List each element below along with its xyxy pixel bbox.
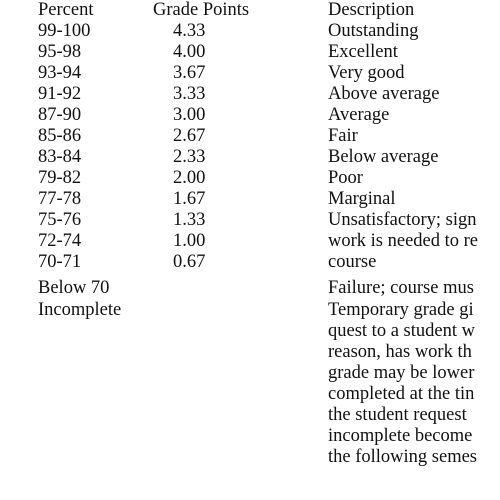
- row-percent: 77-78: [38, 189, 82, 209]
- row-percent: 91-92: [38, 84, 82, 104]
- row-percent: 95-98: [38, 42, 82, 62]
- row-grade-points: 1.67: [173, 189, 206, 209]
- row-grade-points: 3.00: [173, 105, 206, 125]
- row-description-line: course: [328, 252, 377, 272]
- row-description: Excellent: [328, 42, 398, 62]
- row-description-line: work is needed to re: [328, 231, 479, 251]
- row-description-line: Temporary grade gi: [328, 300, 474, 320]
- row-grade-points: 1.00: [173, 231, 206, 251]
- row-description: Marginal: [328, 189, 396, 209]
- row-description-line: reason, has work th: [328, 342, 472, 362]
- row-description: Average: [328, 105, 390, 125]
- row-grade-points: 3.67: [173, 63, 206, 83]
- row-grade-points: 3.33: [173, 84, 206, 104]
- row-percent: 70-71: [38, 252, 82, 272]
- row-description-line: Unsatisfactory; sign: [328, 210, 477, 230]
- row-percent: 99-100: [38, 21, 91, 41]
- row-percent: Below 70: [38, 278, 110, 298]
- row-grade-points: 2.67: [173, 126, 206, 146]
- row-description: Poor: [328, 168, 363, 188]
- row-description-line: the following semes: [328, 447, 478, 467]
- row-grade-points: 0.67: [173, 252, 206, 272]
- row-description-line: quest to a student w: [328, 321, 475, 341]
- row-description-line: grade may be lower: [328, 363, 475, 383]
- row-grade-points: 4.33: [173, 21, 206, 41]
- header-description: Description: [328, 0, 415, 20]
- row-percent: 87-90: [38, 105, 82, 125]
- header-grade-points: Grade Points: [153, 0, 250, 20]
- row-description: Fair: [328, 126, 358, 146]
- row-description: Failure; course mus: [328, 278, 474, 298]
- row-percent: 83-84: [38, 147, 82, 167]
- row-grade-points: 2.00: [173, 168, 206, 188]
- row-description-line: incomplete become: [328, 426, 473, 446]
- row-percent: 93-94: [38, 63, 82, 83]
- row-percent: 79-82: [38, 168, 82, 188]
- row-percent: Incomplete: [38, 300, 122, 320]
- row-percent: 85-86: [38, 126, 82, 146]
- row-description: Above average: [328, 84, 440, 104]
- row-description-line: completed at the tin: [328, 384, 475, 404]
- row-description: Outstanding: [328, 21, 419, 41]
- row-description: Very good: [328, 63, 405, 83]
- row-percent: 72-74: [38, 231, 82, 251]
- header-percent: Percent: [38, 0, 94, 20]
- row-percent: 75-76: [38, 210, 82, 230]
- row-grade-points: 1.33: [173, 210, 206, 230]
- row-grade-points: 2.33: [173, 147, 206, 167]
- row-description: Below average: [328, 147, 439, 167]
- row-description-line: the student request: [328, 405, 467, 425]
- row-grade-points: 4.00: [173, 42, 206, 62]
